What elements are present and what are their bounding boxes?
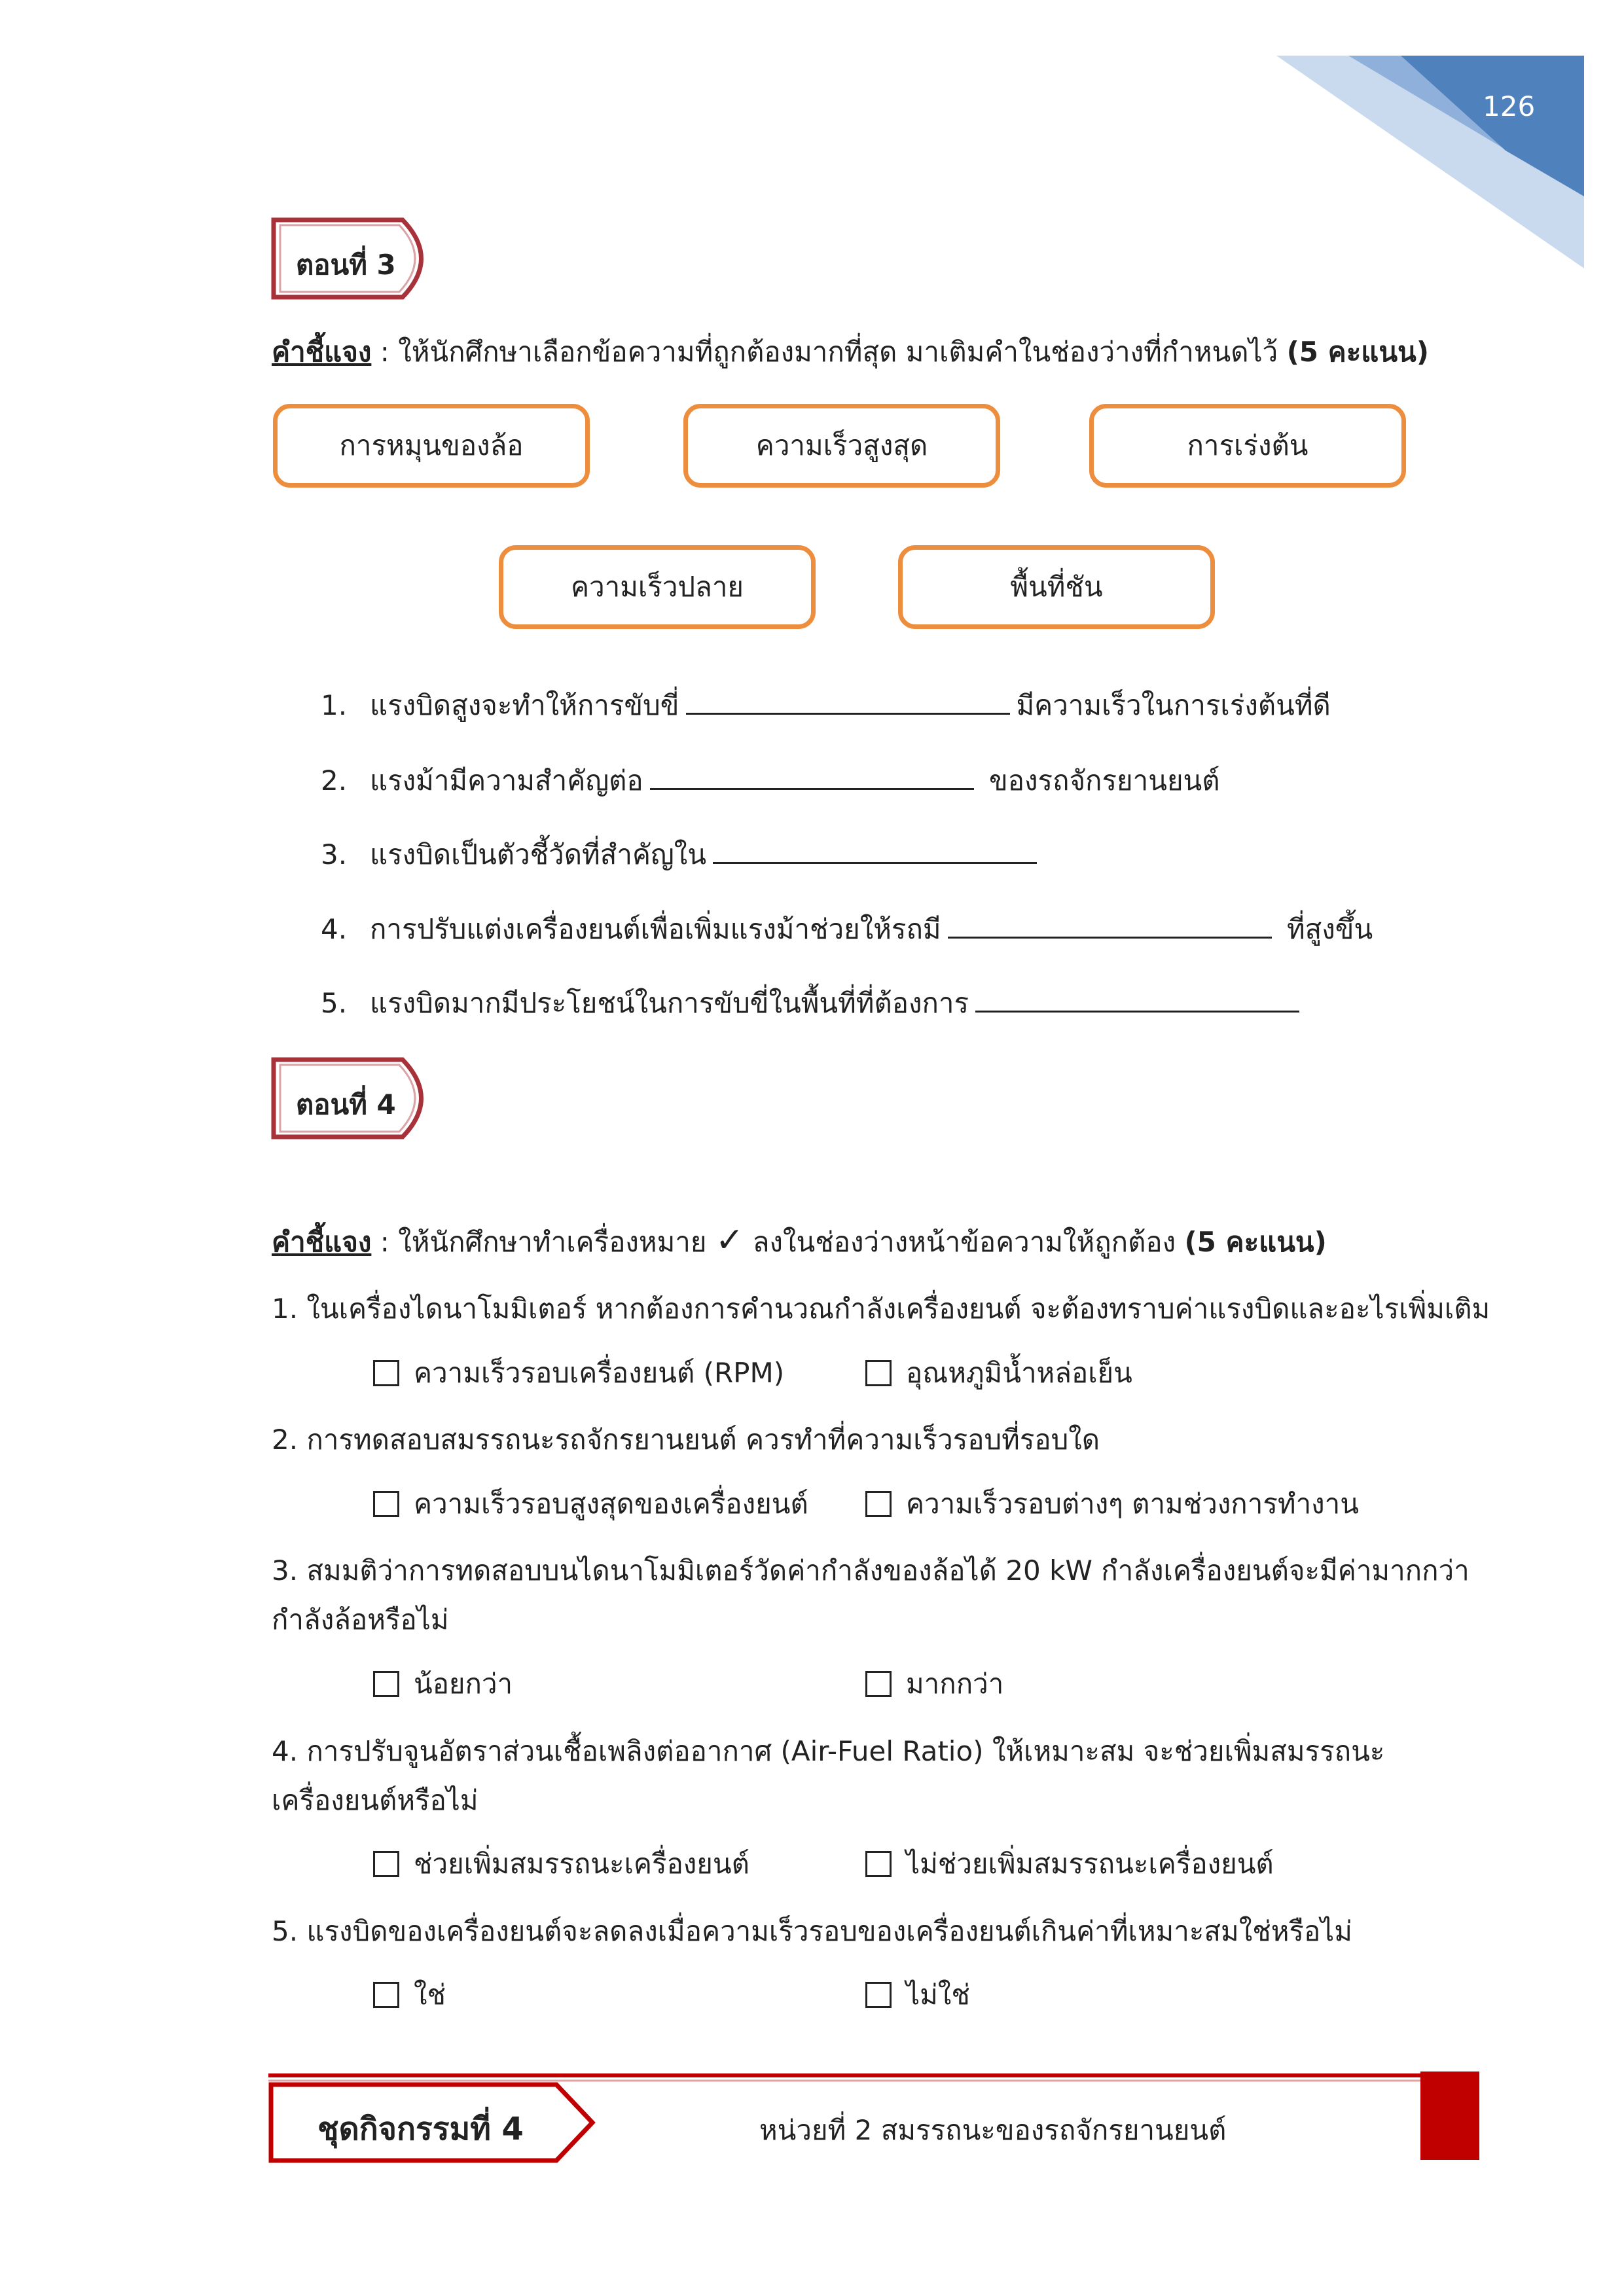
item-text: แรงบิดสูงจะทำให้การขับขี่	[370, 689, 679, 721]
option-b[interactable]	[865, 1842, 1274, 1886]
checkbox[interactable]	[373, 1671, 399, 1697]
option-label: ใช่	[414, 1979, 446, 2011]
item-text: แรงบิดเป็นตัวชี้วัดที่สำคัญใน	[370, 838, 707, 870]
option-a[interactable]	[373, 1352, 784, 1395]
option-label: น้อยกว่า	[414, 1668, 513, 1700]
option-a[interactable]	[373, 1973, 446, 2017]
fill-item	[321, 759, 1220, 802]
checkbox[interactable]	[373, 1851, 399, 1877]
option-label: อุณหภูมิน้ำหล่อเย็น	[906, 1357, 1132, 1389]
score-text: (5 คะแนน)	[1286, 336, 1429, 368]
activity-label: ชุดกิจกรรมที่ 4	[317, 2111, 524, 2147]
checkbox[interactable]	[865, 1491, 892, 1517]
answer-blank[interactable]	[948, 914, 1272, 939]
checkbox[interactable]	[865, 1982, 892, 2008]
option-label: ความเร็วรอบสูงสุดของเครื่องยนต์	[414, 1488, 808, 1520]
option-label: ความเร็วรอบต่างๆ ตามช่วงการทำงาน	[906, 1488, 1359, 1520]
word-option: พื้นที่ชัน	[898, 545, 1215, 629]
option-b[interactable]	[865, 1352, 1132, 1395]
option-a[interactable]	[373, 1662, 513, 1706]
checkmark-icon: ✓	[715, 1221, 744, 1260]
instruction-text: : ให้นักศึกษาทำเครื่องหมาย	[371, 1226, 715, 1258]
question-text: 1. ในเครื่องไดนาโมมิเตอร์ หากต้องการคำนวณกำลังเครื่องยนต์ จะต้องทราบค่าแรงบิดและอะไรเพิ่มเติม	[272, 1293, 1490, 1325]
fill-item	[321, 833, 1043, 876]
answer-blank[interactable]	[650, 766, 974, 790]
item-number: 1.	[321, 689, 348, 721]
corner-decoration	[0, 0, 1624, 301]
instruction-text: ลงในช่องว่างหน้าข้อความให้ถูกต้อง	[744, 1226, 1185, 1258]
option-a[interactable]	[373, 1842, 749, 1886]
question-text: 4. การปรับจูนอัตราส่วนเชื้อเพลิงต่ออากาศ (Air-Fuel Ratio) ให้เหมาะสม จะช่วยเพิ่มสมรรถนะ	[272, 1735, 1385, 1767]
item-text: แรงม้ามีความสำคัญต่อ	[370, 764, 643, 797]
checkbox[interactable]	[865, 1671, 892, 1697]
option-b[interactable]	[865, 1662, 1003, 1706]
part4-instruction	[272, 1221, 1327, 1264]
item-text: แรงบิดมากมีประโยชน์ในการขับขี่ในพื้นที่ที่ต้องการ	[370, 987, 969, 1019]
unit-label: หน่วยที่ 2 สมรรถนะของรถจักรยานยนต์	[759, 2114, 1227, 2146]
question-text: 2. การทดสอบสมรรถนะรถจักรยานยนต์ ควรทำที่ความเร็วรอบที่รอบใด	[272, 1424, 1100, 1456]
checkbox[interactable]	[373, 1982, 399, 2008]
item-text-after: ที่สูงขึ้น	[1278, 913, 1373, 945]
instruction-text: : ให้นักศึกษาเลือกข้อความที่ถูกต้องมากที่สุด มาเติมคำในช่องว่างที่กำหนดไว้	[371, 336, 1287, 368]
question-text: 3. สมมติว่าการทดสอบบนไดนาโมมิเตอร์วัดค่ากำลังของล้อได้ 20 kW กำลังเครื่องยนต์จะมีค่ามากกว่า	[272, 1554, 1470, 1587]
option-b[interactable]	[865, 1482, 1359, 1526]
page-number: 126	[1483, 90, 1536, 122]
item-text-after: ของรถจักรยานยนต์	[980, 764, 1220, 797]
answer-blank[interactable]	[686, 691, 1010, 715]
part3-label: ตอนที่ 3	[296, 249, 396, 281]
answer-blank[interactable]	[713, 840, 1037, 864]
item-text: การปรับแต่งเครื่องยนต์เพื่อเพิ่มแรงม้าช่วยให้รถมี	[370, 913, 941, 945]
word-option: การหมุนของล้อ	[273, 404, 590, 488]
option-label: ไม่ใช่	[906, 1979, 970, 2011]
option-a[interactable]	[373, 1482, 808, 1526]
fill-item	[321, 982, 1306, 1025]
score-text: (5 คะแนน)	[1184, 1226, 1327, 1258]
item-number: 2.	[321, 764, 348, 797]
instruction-heading: คำชี้แจง	[272, 1226, 372, 1258]
option-b[interactable]	[865, 1973, 970, 2017]
question-text-cont: กำลังล้อหรือไม่	[272, 1604, 449, 1636]
checkbox[interactable]	[865, 1851, 892, 1877]
option-label: มากกว่า	[906, 1668, 1004, 1700]
option-label: ช่วยเพิ่มสมรรถนะเครื่องยนต์	[414, 1848, 749, 1880]
question-text-cont: เครื่องยนต์หรือไม่	[272, 1784, 478, 1816]
checkbox[interactable]	[373, 1491, 399, 1517]
item-text-after: มีความเร็วในการเร่งต้นที่ดี	[1016, 689, 1331, 721]
word-option: ความเร็วปลาย	[499, 545, 816, 629]
part4-label: ตอนที่ 4	[296, 1088, 396, 1121]
item-number: 5.	[321, 987, 348, 1019]
item-number: 4.	[321, 913, 348, 945]
fill-item	[321, 684, 1331, 727]
instruction-heading: คำชี้แจง	[272, 336, 372, 368]
option-label: ไม่ช่วยเพิ่มสมรรถนะเครื่องยนต์	[906, 1848, 1274, 1880]
item-number: 3.	[321, 838, 348, 870]
part3-instruction	[272, 331, 1429, 374]
word-option: การเร่งต้น	[1089, 404, 1406, 488]
word-option: ความเร็วสูงสุด	[683, 404, 1000, 488]
question-text: 5. แรงบิดของเครื่องยนต์จะลดลงเมื่อความเร็วรอบของเครื่องยนต์เกินค่าที่เหมาะสมใช่หรือไม่	[272, 1915, 1352, 1947]
option-label: ความเร็วรอบเครื่องยนต์ (RPM)	[414, 1357, 785, 1389]
answer-blank[interactable]	[975, 988, 1299, 1013]
checkbox[interactable]	[865, 1360, 892, 1386]
fill-item	[321, 908, 1373, 951]
checkbox[interactable]	[373, 1360, 399, 1386]
